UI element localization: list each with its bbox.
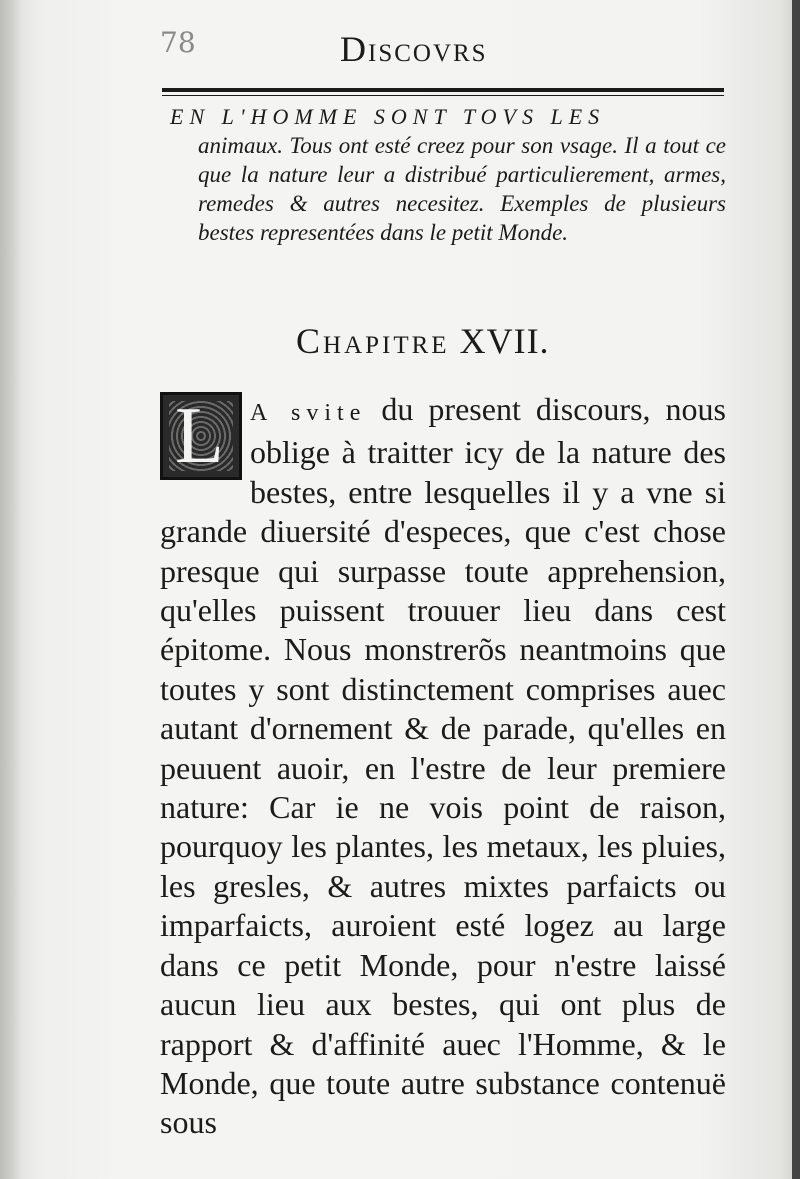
page-number: 78 [160,26,196,59]
page-edge [792,0,800,1179]
header-rule [162,88,724,92]
body-text [160,390,726,1143]
chapter-summary [170,102,726,247]
body-paragraph: du present discours, nous oblige à traitter icy de la nature des bestes, entre lesquelles il y a vne si grande diuersité d'especes, que c'est chose presque qui surpasse toute apprehension, qu'elles puissent trouuer lieu dans cest épitome. Nous monstrerõs neantmoins que toutes y sont distinctement comprises auec autant d'ornement & de parade, qu'elles en peuuent auoir, en l'estre de leur premiere nature: Car ie ne vois point de raison, pourquoy les plantes, les metaux, les pluies, les gresles, & autres mixtes parfaicts ou imparfaicts, auroient esté logez au large dans ce petit Monde, pour n'estre laissé aucun lieu aux bestes, qui ont plus de rapport & d'affinité auec l'Homme, & le Monde, que toute autre substance contenuë sous [160,391,727,1141]
initial-letter: L [175,392,224,480]
opening-words: A svite [250,400,367,426]
spine-shadow [0,0,22,1179]
header-rule-thin [162,95,724,96]
chapter-word: Chapitre [296,321,450,361]
ornamental-initial [160,392,242,480]
summary-title-line: EN L'HOMME SONT TOVS LES [170,104,606,129]
running-head: Discovrs [340,29,488,69]
summary-text: animaux. Tous ont esté creez pour son vsage. Il a tout ce que la nature leur a distribué particulierement, armes, remedes & autres necesitez. Exemples de plusieurs bestes representées dans le petit Monde. [198,133,726,245]
chapter-numeral: XVII. [459,321,550,361]
chapter-heading [296,320,550,362]
